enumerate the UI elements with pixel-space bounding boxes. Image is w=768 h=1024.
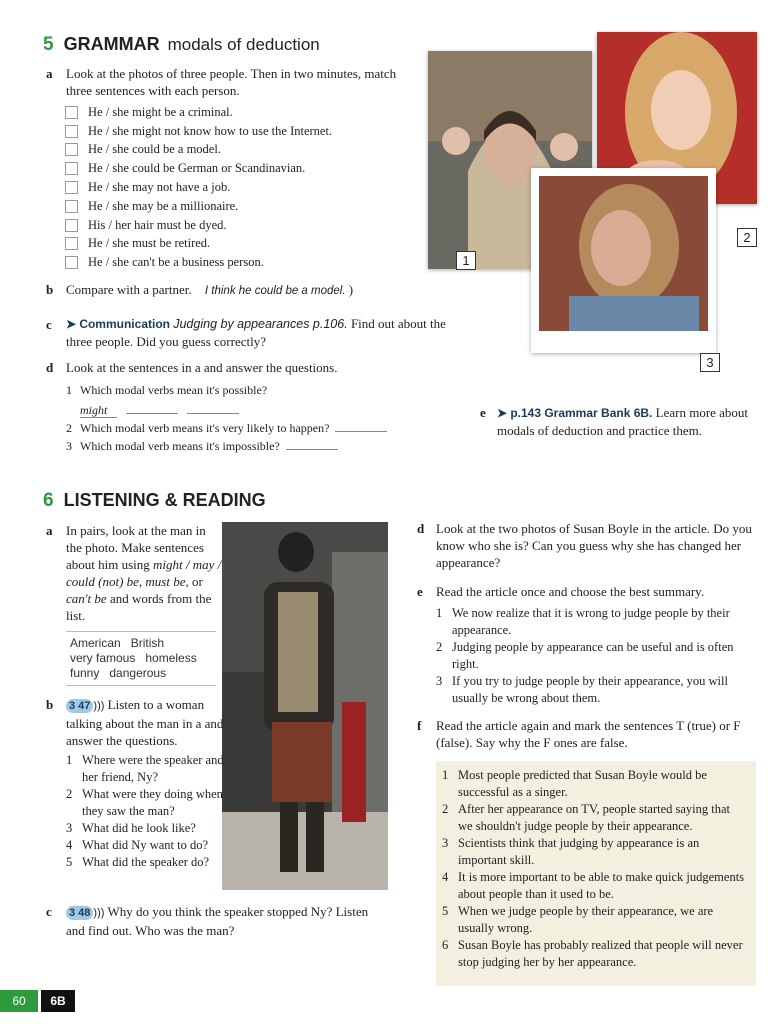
exercise-b: Compare with a partner. I think he could be a model. )	[66, 282, 354, 297]
checkbox-item[interactable]: He / she can't be a business person.	[65, 253, 385, 272]
statement-list	[436, 761, 756, 977]
section-number: 5	[43, 34, 54, 55]
list-item: 2 Judging people by appearance can be useful and is often right.	[436, 640, 734, 671]
exercise-letter: d	[46, 360, 54, 375]
checkbox-item[interactable]: He / she might be a criminal.	[65, 103, 385, 122]
older-woman-image	[539, 176, 708, 331]
communication-label: Communication	[79, 317, 170, 331]
photo-label-2: 2	[737, 228, 757, 247]
list-item: 3 What did he look like?	[66, 821, 196, 835]
section-subtitle: modals of deduction	[167, 35, 320, 54]
checkbox[interactable]	[65, 219, 78, 232]
section-title: GRAMMAR	[63, 34, 160, 54]
speaker-icon: )))	[93, 700, 105, 712]
answer-blank[interactable]	[126, 401, 178, 414]
exercise-instruction: Look at the photos of three people. Then in two minutes, match three sentences with each person.	[66, 66, 397, 98]
section-5-heading	[43, 34, 320, 56]
exercise-letter: e	[417, 584, 423, 599]
communication-title: Judging by appearances p.106.	[173, 317, 348, 331]
checkbox-list	[65, 103, 385, 272]
checkbox-item[interactable]: He / she must be retired.	[65, 235, 385, 254]
exercise-d-text: Look at the two photos of Susan Boyle in the article. Do you know who she is? Can you guess why she has changed her appearance?	[436, 521, 752, 570]
exercise-e: ➤ p.143 Grammar Bank 6B. Learn more about modals of deduction and practice them.	[497, 405, 749, 438]
list-item: 2 What were they doing when they saw the man?	[66, 787, 223, 818]
checkbox[interactable]	[65, 237, 78, 250]
word-list: American British very famous homeless funny dangerous	[66, 631, 216, 686]
exercise-b-text: 3 47 ))) Listen to a woman talking about the man in a and answer the questions.	[66, 697, 224, 748]
exercise-c-text: 3 48 ))) Why do you think the speaker stopped Ny? Listen and find out. Who was the man?	[66, 904, 369, 938]
checkbox[interactable]	[65, 106, 78, 119]
audio-track-badge[interactable]: 3 47	[66, 699, 93, 713]
list-item[interactable]: 5 When we judge people by their appearance, we are usually wrong.	[442, 904, 714, 935]
exercise-letter: c	[46, 317, 52, 332]
summary-list	[436, 605, 758, 707]
section-number: 6	[43, 490, 54, 511]
list-item[interactable]: 1 Most people predicted that Susan Boyle would be successful as a singer.	[442, 768, 707, 799]
checkbox-item[interactable]: His / her hair must be dyed.	[65, 216, 385, 235]
checkbox[interactable]	[65, 125, 78, 138]
exercise-letter: a	[46, 66, 53, 81]
list-item[interactable]: 2 After her appearance on TV, people started saying that we shouldn't judge people by their appearance.	[442, 802, 731, 833]
list-item: 1 Where were the speaker and her friend, Ny?	[66, 753, 224, 784]
checkbox-item[interactable]: He / she may not have a job.	[65, 178, 385, 197]
exercise-letter: a	[46, 523, 53, 538]
checkbox[interactable]	[65, 162, 78, 175]
checkbox[interactable]	[65, 143, 78, 156]
list-item[interactable]: 6 Susan Boyle has probably realized that people will never stop judging her by her appearance.	[442, 938, 743, 969]
photo-label-3: 3	[700, 353, 720, 372]
list-item[interactable]: 4 It is more important to be able to make quick judgements about people than it used to be.	[442, 870, 745, 901]
checkbox-item[interactable]: He / she might not know how to use the Internet.	[65, 122, 385, 141]
answer-blank[interactable]	[187, 401, 239, 414]
question-list	[66, 752, 226, 871]
exercise-letter: b	[46, 282, 54, 297]
exercise-letter: c	[46, 904, 52, 919]
checkbox[interactable]	[65, 256, 78, 269]
exercise-d-intro: Look at the sentences in a and answer the questions.	[66, 360, 338, 375]
checkbox-item[interactable]: He / she could be German or Scandinavian.	[65, 159, 385, 178]
section-6-heading	[43, 490, 266, 512]
example-speech: I think he could be a model.	[204, 285, 346, 297]
checkbox-item[interactable]: He / she may be a millionaire.	[65, 197, 385, 216]
exercise-d-questions: 1 Which modal verbs mean it's possible? might 2 Which modal verb means it's very likely to happen? 3 Which modal verb means it's impossible?	[66, 382, 436, 455]
arrow-icon: ➤	[497, 406, 508, 420]
checkbox-item[interactable]: He / she could be a model.	[65, 141, 385, 160]
unit-tag: 6B	[41, 990, 75, 1012]
list-item: 4 What did Ny want to do?	[66, 838, 209, 852]
photo-label-1: 1	[456, 251, 476, 270]
exercise-c: ➤ Communication Judging by appearances p.106. Find out about the three people. Did you guess correctly?	[66, 316, 446, 349]
grammar-bank-ref: p.143 Grammar Bank 6B.	[510, 406, 653, 420]
exercise-letter: d	[417, 521, 425, 536]
checkbox[interactable]	[65, 200, 78, 213]
photo-man-street	[222, 522, 388, 890]
checkbox[interactable]	[65, 181, 78, 194]
list-item[interactable]: 3 Scientists think that judging by appearance is an important skill.	[442, 836, 700, 867]
exercise-e-text: Read the article once and choose the best summary.	[436, 584, 705, 599]
exercise-letter: f	[417, 718, 422, 733]
exercise-a-text: In pairs, look at the man in the photo. Make sentences about him using might / may / could (not) be, must be, or can't be and words from the list.	[66, 523, 222, 623]
answer-blank[interactable]	[286, 437, 338, 450]
section-title: LISTENING & READING	[63, 490, 266, 510]
speaker-icon: )))	[93, 907, 105, 919]
photo-older-woman	[531, 168, 716, 353]
answer-might: might	[80, 403, 117, 418]
arrow-icon: ➤	[66, 317, 77, 331]
exercise-letter: b	[46, 697, 54, 712]
man-street-image	[222, 522, 388, 890]
audio-track-badge[interactable]: 3 48	[66, 906, 93, 920]
list-item: 1 We now realize that it is wrong to judge people by their appearance.	[436, 606, 730, 637]
page-number: 60	[0, 990, 38, 1012]
true-false-box	[436, 761, 756, 986]
exercise-letter: e	[480, 405, 486, 420]
answer-blank[interactable]	[335, 419, 387, 432]
exercise-f-text: Read the article again and mark the sentences T (true) or F (false). Say why the F ones are false.	[436, 718, 741, 750]
list-item: 5 What did the speaker do?	[66, 855, 210, 869]
list-item: 3 If you try to judge people by their appearance, you will usually be wrong about them.	[436, 674, 728, 705]
